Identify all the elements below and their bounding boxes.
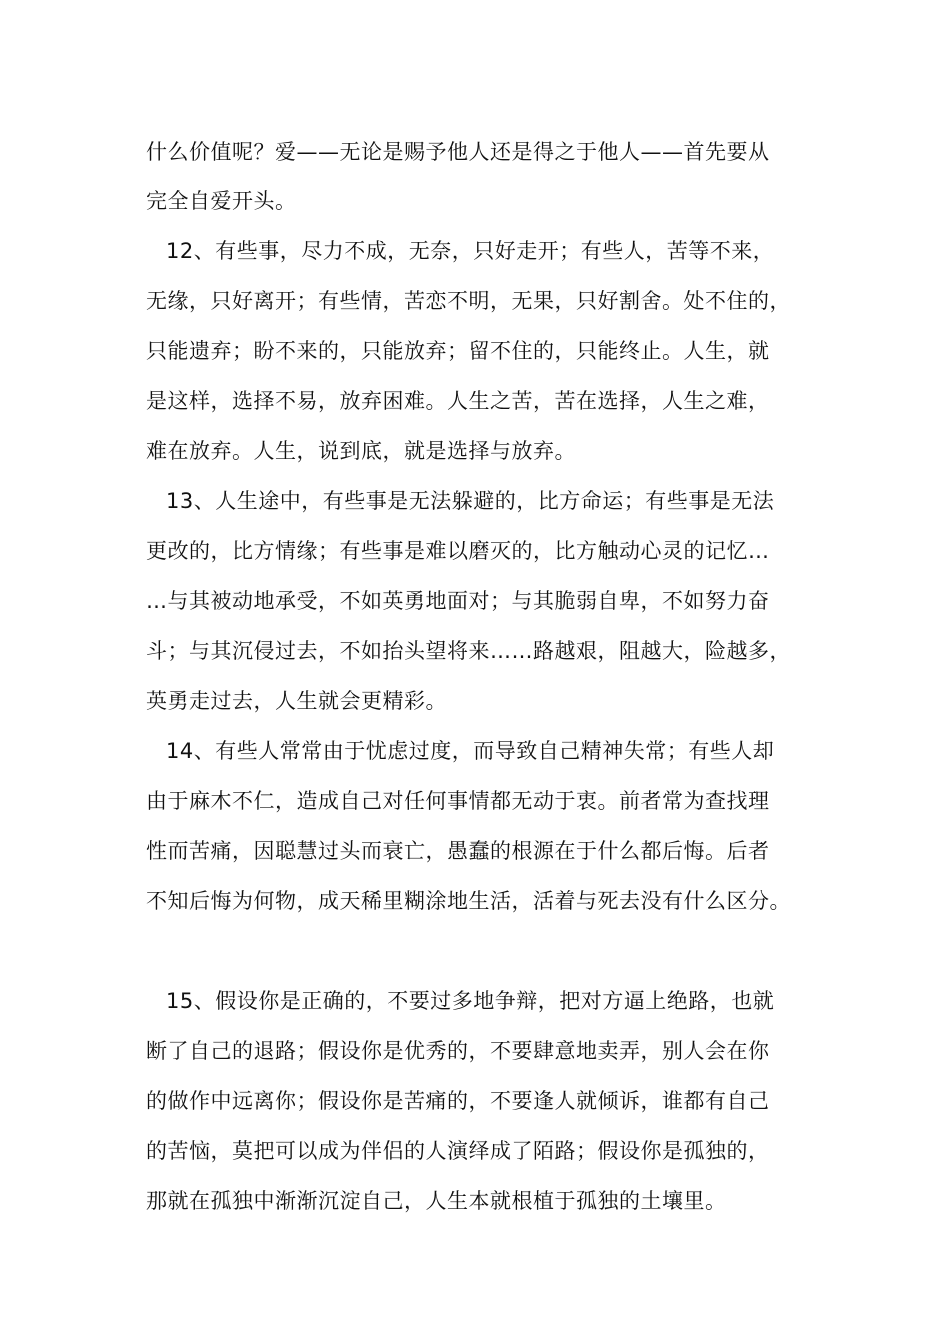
text-line: 无缘，只好离开；有些情，苦恋不明，无果，只好割舍。处不住的， bbox=[146, 289, 791, 313]
text-line: 断了自己的退路；假设你是优秀的，不要肆意地卖弄，别人会在你 bbox=[146, 1039, 770, 1063]
text-line: …与其被动地承受，不如英勇地面对；与其脆弱自卑，不如努力奋 bbox=[146, 589, 770, 613]
text-line: 英勇走过去，人生就会更精彩。 bbox=[146, 689, 447, 713]
text-line: 不知后悔为何物，成天稀里糊涂地生活，活着与死去没有什么区分。 bbox=[146, 889, 791, 913]
paragraph-15-start: 15、假设你是正确的，不要过多地争辩，把对方逼上绝路，也就 bbox=[166, 989, 775, 1013]
text-line: 是这样，选择不易，放弃困难。人生之苦，苦在选择，人生之难， bbox=[146, 389, 770, 413]
text-line: 什么价值呢？爱——无论是赐予他人还是得之于他人——首先要从 bbox=[146, 140, 770, 164]
text-line: 性而苦痛，因聪慧过头而衰亡，愚蠢的根源在于什么都后悔。后者 bbox=[146, 839, 770, 863]
text-line: 只能遗弃；盼不来的，只能放弃；留不住的，只能终止。人生，就 bbox=[146, 339, 770, 363]
text-line: 由于麻木不仁，造成自己对任何事情都无动于衷。前者常为查找理 bbox=[146, 789, 770, 813]
paragraph-13-start: 13、人生途中，有些事是无法躲避的，比方命运；有些事是无法 bbox=[166, 489, 775, 513]
text-line: 更改的，比方情缘；有些事是难以磨灭的，比方触动心灵的记忆… bbox=[146, 539, 770, 563]
text-line: 斗；与其沉侵过去，不如抬头望将来……路越艰，阻越大，险越多， bbox=[146, 639, 791, 663]
paragraph-12-start: 12、有些事，尽力不成，无奈，只好走开；有些人，苦等不来， bbox=[166, 239, 775, 263]
text-line: 完全自爱开头。 bbox=[146, 189, 297, 213]
text-line: 的苦恼，莫把可以成为伴侣的人演绎成了陌路；假设你是孤独的， bbox=[146, 1139, 770, 1163]
text-line: 的做作中远离你；假设你是苦痛的，不要逢人就倾诉，谁都有自己 bbox=[146, 1089, 770, 1113]
text-line: 难在放弃。人生，说到底，就是选择与放弃。 bbox=[146, 439, 576, 463]
paragraph-14-start: 14、有些人常常由于忧虑过度，而导致自己精神失常；有些人却 bbox=[166, 739, 775, 763]
text-line: 那就在孤独中渐渐沉淀自己，人生本就根植于孤独的土壤里。 bbox=[146, 1189, 727, 1213]
